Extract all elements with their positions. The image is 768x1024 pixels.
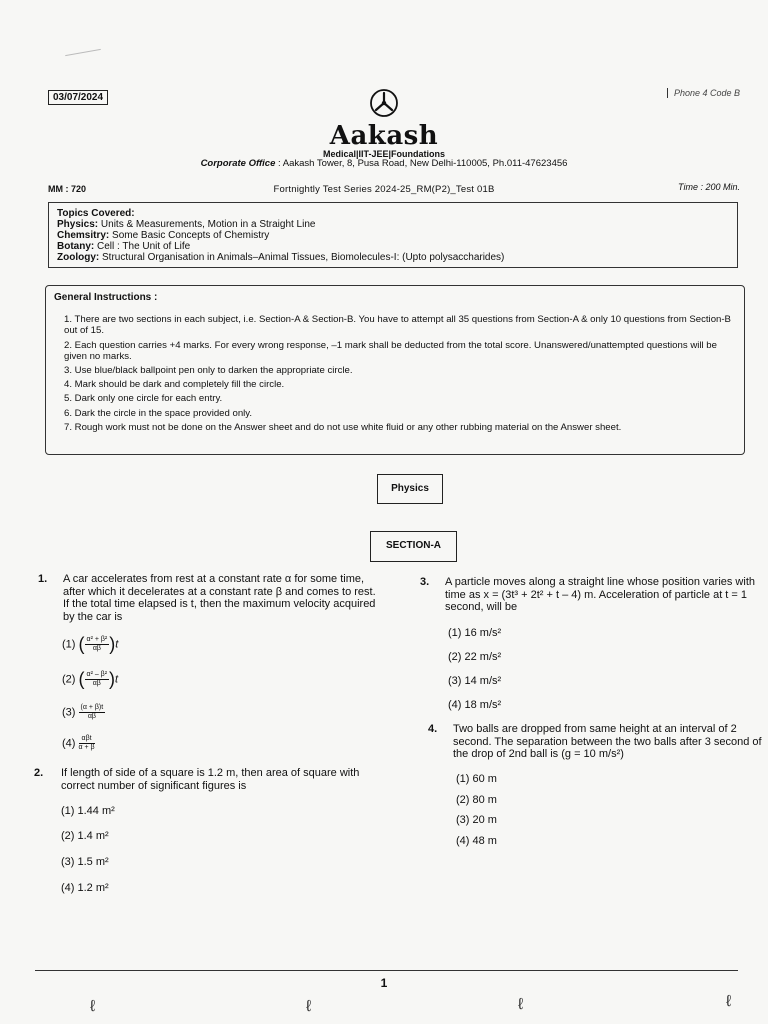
binding-mark-icon: ℓ bbox=[306, 998, 312, 1015]
option: (3) 20 m bbox=[456, 814, 497, 826]
option: (1) 1.44 m² bbox=[61, 805, 115, 817]
option: (1) 60 m bbox=[456, 773, 497, 785]
option: (3) $\frac{(\alpha + \beta)t}{\alpha\beta}$ bbox=[62, 704, 104, 720]
general-instructions-box bbox=[45, 285, 745, 455]
brand-tagline: Medical|IIT-JEE|Foundations bbox=[322, 149, 446, 159]
corporate-address: : Aakash Tower, 8, Pusa Road, New Delhi-110005, Ph.011-47623456 bbox=[278, 158, 568, 169]
option: (4) $\frac{\text{αβt}}{\alpha + \beta}$ bbox=[62, 735, 95, 751]
question-text: A car accelerates from rest at a constant rate α for some time, after which it decelerates at a constant rate β and comes to rest. If the total time elapsed is t, then the maximum velocity acquired by the car is bbox=[63, 573, 376, 623]
topic-physics: Physics: Units & Measurements, Motion in a Straight Line bbox=[57, 219, 316, 230]
corporate-office bbox=[0, 158, 768, 169]
option: (2) ( $\frac{\text{α² – β²}}{\alpha\beta}$ )t bbox=[62, 669, 119, 689]
question-number: 3. bbox=[420, 576, 430, 588]
topic-chemistry: Chemsitry: Some Basic Concepts of Chemistry bbox=[57, 230, 270, 241]
instruction-item: 4. Mark should be dark and completely fill the circle. bbox=[64, 379, 285, 391]
instruction-item: 3. Use blue/black ballpoint pen only to darken the appropriate circle. bbox=[64, 365, 353, 377]
question-text: A particle moves along a straight line whose position varies with time as x = (3t³ + 2t² + t – 4) m. Acceleration of particle at t = 1 second, will be bbox=[445, 576, 755, 613]
test-date: 03/07/2024 bbox=[48, 90, 108, 105]
test-duration: Time : 200 Min. bbox=[678, 182, 740, 192]
subject-label: Physics bbox=[377, 474, 443, 504]
question-number: 4. bbox=[428, 723, 438, 735]
binding-mark-icon: ℓ bbox=[90, 998, 96, 1015]
topic-zoology: Zoology: Structural Organisation in Animals–Animal Tissues, Biomolecules-I: (Upto polysaccharides) bbox=[57, 252, 505, 263]
question-number: 1. bbox=[38, 573, 48, 585]
corporate-label: Corporate Office bbox=[200, 158, 276, 169]
topics-covered-box bbox=[48, 202, 738, 268]
brand-logo bbox=[0, 88, 768, 159]
option: (1) 16 m/s² bbox=[448, 627, 502, 639]
page-number: 1 bbox=[380, 976, 388, 990]
instructions-heading: General Instructions : bbox=[54, 292, 158, 303]
instruction-item: 5. Dark only one circle for each entry. bbox=[64, 393, 223, 405]
section-label: SECTION-A bbox=[370, 531, 457, 562]
question-text: If length of side of a square is 1.2 m, then area of square with correct number of significant figures is bbox=[61, 767, 360, 792]
option: (2) 22 m/s² bbox=[448, 651, 502, 663]
option: (3) 14 m/s² bbox=[448, 675, 502, 687]
instruction-item: 1. There are two sections in each subject, i.e. Section-A & Section-B. You have to attempt all 35 questions from Section-A & only 10 questions from Section-B out of 15. bbox=[64, 314, 731, 337]
test-title: Fortnightly Test Series 2024-25_RM(P2)_Test 01B bbox=[273, 184, 495, 195]
max-marks: MM : 720 bbox=[48, 184, 87, 194]
brand-name: Aakash bbox=[329, 121, 439, 151]
scan-smudge bbox=[65, 49, 101, 56]
instruction-item: 6. Dark the circle in the space provided only. bbox=[64, 407, 253, 419]
question-text: Two balls are dropped from same height at an interval of 2 second. The separation between the two balls after 3 second of the drop of 2nd ball is (g = 10 m/s²) bbox=[453, 723, 762, 760]
binding-mark-icon: ℓ bbox=[726, 993, 732, 1010]
footer-divider bbox=[35, 970, 738, 971]
option: (4) 48 m bbox=[456, 835, 497, 847]
topics-heading: Topics Covered: bbox=[57, 208, 135, 219]
binding-mark-icon: ℓ bbox=[518, 996, 524, 1013]
option: (1) ( $\frac{\text{α² + β²}}{\alpha\beta}$ )t bbox=[62, 634, 119, 654]
topic-botany: Botany: Cell : The Unit of Life bbox=[57, 241, 191, 252]
option: (4) 1.2 m² bbox=[61, 882, 109, 894]
question-number: 2. bbox=[34, 767, 44, 779]
option: (2) 1.4 m² bbox=[61, 830, 109, 842]
option: (4) 18 m/s² bbox=[448, 699, 502, 711]
instruction-item: 2. Each question carries +4 marks. For every wrong response, –1 mark shall be deducted from the total score. Unanswered/unattempted questions will be given no marks. bbox=[64, 339, 717, 362]
aakash-logo-icon bbox=[369, 88, 399, 118]
phone-note: Phone 4 Code B bbox=[667, 88, 740, 98]
option: (3) 1.5 m² bbox=[61, 856, 109, 868]
instruction-item: 7. Rough work must not be done on the Answer sheet and do not use white fluid or any other rubbing material on the Answer sheet. bbox=[64, 421, 622, 433]
option: (2) 80 m bbox=[456, 794, 497, 806]
instructions-list bbox=[54, 314, 736, 433]
